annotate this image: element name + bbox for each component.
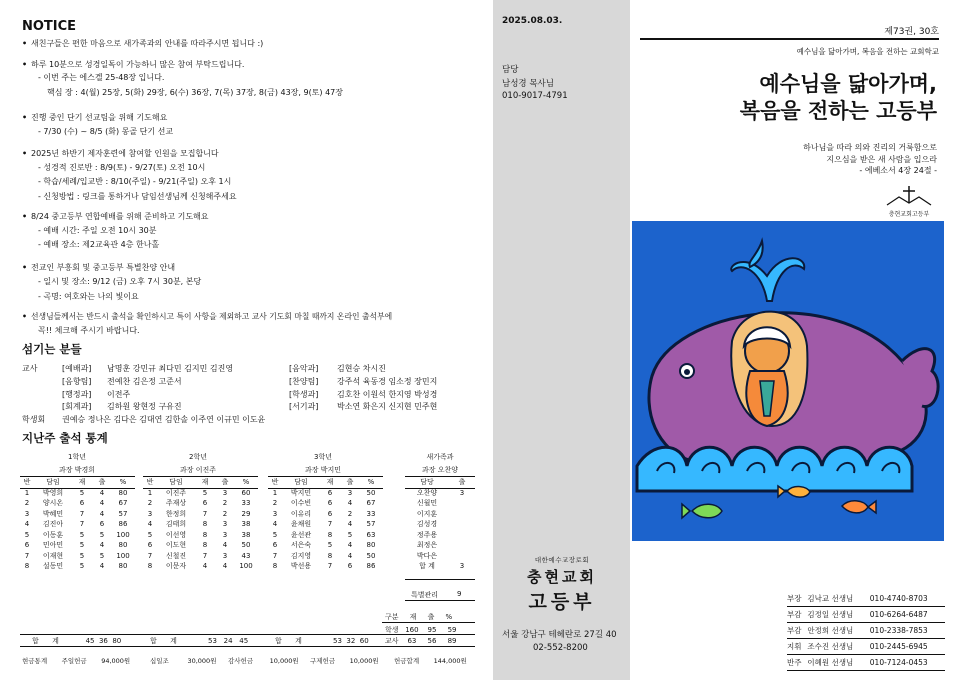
table-cell: 5: [79, 551, 85, 560]
notice-sub: - 성경적 진로반 : 8/9(토) - 9/27(토) 오전 10시: [38, 163, 206, 172]
table-cell: 4: [24, 520, 30, 528]
grade3-total: 합 계 53 32 60: [275, 637, 369, 645]
cover-panel: [630, 0, 959, 680]
table-cell: 한정희: [165, 509, 187, 518]
table-cell: 80: [118, 541, 128, 549]
table-row: [405, 488, 475, 499]
table-cell: 86: [366, 562, 376, 570]
summary-row-student: 학생 160 95 59: [385, 626, 457, 634]
table-cell: 6: [347, 562, 353, 570]
staff-names: 김호찬 이원석 한지영 박성경: [337, 390, 438, 399]
table-cell: 김성경: [416, 520, 438, 528]
offering-thanks: 감사헌금 10,000원: [228, 657, 299, 665]
staff-role: [찬양팀]: [289, 377, 319, 386]
table-cell: 이지훈: [416, 509, 438, 518]
table-cell: 신월민: [416, 499, 438, 507]
table-cell: 4: [347, 499, 353, 507]
notice-sub: - 이번 주는 에스겔 25-48장 입니다.: [38, 73, 165, 82]
divider: [405, 600, 475, 601]
table-cell: 7: [79, 520, 85, 528]
table-cell: 3: [272, 509, 278, 518]
table-cell: 이수빈: [290, 499, 312, 507]
table-cell: 3: [222, 530, 228, 539]
table-cell: 설동민: [42, 562, 64, 570]
grade1-lead: 과장 박경희: [58, 466, 96, 474]
table-cell: 2: [222, 509, 228, 518]
column-header: 재: [201, 478, 209, 486]
table-header-row: [143, 477, 257, 488]
table-row: [405, 498, 475, 509]
staff-names: 이전주: [107, 390, 131, 399]
table-cell: 2: [222, 499, 228, 507]
column-header: 담임: [46, 478, 60, 486]
notice-sub: - 일시 및 장소: 9/12 (금) 오후 7시 30분, 본당: [38, 277, 202, 286]
notice-sub: - 곡명: 여호와는 나의 빛이요: [38, 292, 139, 301]
table-cell: 7: [327, 562, 333, 570]
notice-sub: - 7/30 (수) ~ 8/5 (화) 몽골 단기 선교: [38, 127, 174, 136]
grade3-table: [268, 477, 382, 572]
notice-title: NOTICE: [22, 19, 77, 34]
grade1-total: 합 계 45 36 80: [32, 637, 122, 645]
table-cell: 80: [118, 488, 128, 497]
table-row: [405, 519, 475, 530]
table-cell: 38: [241, 530, 251, 539]
table-cell: [449, 540, 475, 551]
column-header: 출: [346, 478, 354, 486]
newfam-table: [405, 477, 475, 572]
table-cell: 이선영: [165, 530, 187, 539]
table-cell: 6: [327, 509, 333, 518]
table-cell: 정주용: [416, 530, 438, 539]
staff-names: 남명훈 강민규 최다민 김지민 김진영: [107, 364, 234, 373]
info-sidebar: [493, 0, 630, 680]
special-value: 9: [457, 590, 462, 598]
table-cell: 5: [79, 541, 85, 549]
notice-item: • 진행 중인 단기 선교팀을 위해 기도해요: [22, 113, 168, 122]
church-tel: 02-552-8200: [533, 643, 588, 653]
column-header: 출: [221, 478, 229, 486]
notice-item: • 8/24 중고등부 연합예배를 위해 준비하고 기도해요: [22, 212, 209, 221]
table-cell: 박지민: [290, 488, 312, 497]
grade3-lead: 과장 박지민: [304, 466, 342, 474]
church-seal-logo: 대한예수교장로회 충현교회 고등부: [527, 556, 597, 613]
table-cell: 4: [99, 541, 105, 549]
cross-logo: 충현교회고등부: [879, 185, 939, 215]
pastor-name: 남성경 목사님: [502, 79, 554, 89]
table-row: [268, 540, 382, 551]
bible-verse: 하나님을 따라 의와 진리의 거룩함으로 지으심을 받은 새 사람을 입으라 - 에베소서 4장 24절 -: [803, 143, 937, 175]
table-cell: 67: [118, 499, 128, 507]
table-cell: 33: [366, 509, 376, 518]
pastor-phone: 010-9017-4791: [502, 91, 568, 101]
table-cell: 김태희: [165, 520, 187, 528]
column-header: %: [119, 478, 127, 486]
table-cell: 이유리: [290, 509, 312, 518]
table-cell: 4: [222, 562, 228, 570]
column-header: 반: [271, 478, 279, 486]
grade2-lead: 과장 이진주: [179, 466, 217, 474]
table-cell: 8: [147, 562, 153, 570]
table-cell: 윤채원: [290, 520, 312, 528]
column-header: 출: [98, 478, 106, 486]
table-cell: 8: [327, 551, 333, 560]
table-cell: 2: [272, 499, 278, 507]
table-header-row: [405, 477, 475, 488]
staff-names: 전예찬 김은정 고준서: [107, 377, 182, 386]
pastor-label: 담당: [502, 65, 519, 75]
special-label: 특별관리: [411, 591, 439, 599]
staff-role: [서기과]: [289, 402, 319, 411]
grade2-rows: [143, 477, 257, 572]
table-row: [268, 498, 382, 509]
contact-row: 지휘 조수진 선생님 010-2445-6945: [787, 639, 945, 655]
notice-item: • 2025년 하반기 제자훈련에 참여할 인원을 모집합니다: [22, 149, 219, 158]
table-row: [20, 540, 134, 551]
grade2-table: [143, 477, 257, 572]
table-cell: 박혜민: [42, 509, 64, 518]
table-row: [20, 519, 134, 530]
table-cell: 주재상: [165, 499, 187, 507]
newfam-lead: 과장 오찬양: [421, 466, 459, 474]
table-cell: 2: [24, 499, 30, 507]
table-cell: 박선용: [290, 562, 312, 570]
table-row: [20, 561, 134, 572]
table-cell: 1: [24, 488, 30, 497]
table-cell: 57: [366, 520, 376, 528]
contact-row: 반주 이혜원 선생님 010-7124-0453: [787, 655, 945, 671]
notice-sub: 핵심 장 : 4(월) 25장, 5(화) 29장, 6(수) 36장, 7(목) 37장, 8(금) 43장, 9(토) 47장: [47, 88, 344, 97]
offering-stats: 현금통계 주일헌금 94,000원: [22, 657, 131, 665]
table-row: [405, 551, 475, 562]
table-cell: 57: [118, 509, 128, 518]
table-row: [268, 530, 382, 541]
grade1-table: [20, 477, 134, 572]
newfam-rows: [405, 477, 475, 572]
table-cell: 80: [366, 541, 376, 549]
table-cell: 5: [347, 530, 353, 539]
table-cell: 29: [241, 509, 251, 518]
attendance-title: 지난주 출석 통계: [22, 431, 108, 445]
table-cell: 이동훈: [42, 530, 64, 539]
table-cell: 5: [99, 551, 105, 560]
grade1-rows: [20, 477, 134, 572]
table-row: [268, 561, 382, 572]
staff-names: 김현승 차시진: [337, 364, 386, 373]
divider: [640, 38, 939, 40]
table-row: [143, 498, 257, 509]
table-row: [268, 519, 382, 530]
table-cell: 3: [222, 488, 228, 497]
table-cell: 4: [147, 520, 153, 528]
cross-icon: [879, 185, 939, 207]
table-cell: 7: [24, 551, 30, 560]
table-cell: 80: [118, 562, 128, 570]
table-cell: 이진주: [165, 488, 187, 497]
contact-row: 부감 안정희 선생님 010-2338-7853: [787, 623, 945, 639]
notice-item: • 선생님들께서는 반드시 출석을 확인하시고 특이 사항을 제외하고 교사 기도회 마칠 때까지 온라인 출석부에: [22, 312, 393, 321]
table-row: [143, 488, 257, 499]
total-label: 합 계: [419, 562, 435, 570]
table-total-row: [405, 561, 475, 572]
table-cell: 3: [459, 488, 465, 497]
table-cell: 김진아: [42, 520, 64, 528]
notice-sub: - 학습/세례/입교반 : 8/10(주일) - 9/21(주일) 오후 1시: [38, 177, 232, 186]
table-cell: 3: [347, 488, 353, 497]
table-cell: 최정은: [416, 541, 438, 549]
staff-role: [학생과]: [289, 390, 319, 399]
column-header: %: [367, 478, 375, 486]
table-cell: 6: [79, 499, 85, 507]
notice-sub: - 예배 시간: 주일 오전 10시 30분: [38, 226, 157, 235]
table-row: [143, 540, 257, 551]
staff-role: [음악과]: [289, 364, 319, 373]
summary-header: 구분 재 출 %: [385, 613, 453, 621]
notice-item: • 전교인 부흥회 및 중고등부 특별찬양 안내: [22, 263, 176, 272]
table-cell: 5: [99, 530, 105, 539]
table-cell: 3: [147, 509, 153, 518]
staff-role: [예배과]: [62, 364, 92, 373]
column-header: 담임: [169, 478, 183, 486]
table-cell: 8: [202, 520, 208, 528]
table-header-row: [20, 477, 134, 488]
table-cell: [449, 519, 475, 530]
table-cell: 6: [99, 520, 105, 528]
table-cell: 5: [24, 530, 30, 539]
table-row: [268, 551, 382, 562]
table-row: [268, 488, 382, 499]
table-cell: [449, 509, 475, 520]
notice-sub: - 신청방법 : 링크를 통하거나 담임선생님께 신청해주세요: [38, 192, 237, 201]
staff-names: 김하원 왕현정 구유진: [107, 402, 182, 411]
teacher-label: 교사: [22, 364, 38, 373]
column-header: 반: [146, 478, 154, 486]
table-cell: 4: [272, 520, 278, 528]
table-cell: 7: [79, 509, 85, 518]
column-header: 재: [78, 478, 86, 486]
table-cell: 8: [202, 530, 208, 539]
contact-row: 부장 김낙교 선생님 010-4740-8703: [787, 591, 945, 607]
table-cell: 8: [327, 530, 333, 539]
table-cell: 5: [79, 562, 85, 570]
table-cell: 100: [116, 530, 130, 539]
total-value: 3: [459, 562, 465, 570]
divider: [20, 646, 475, 647]
table-row: [405, 530, 475, 541]
table-cell: 박영희: [42, 488, 64, 497]
divider: [382, 622, 475, 623]
table-cell: 50: [366, 551, 376, 560]
table-cell: 윤선관: [290, 530, 312, 539]
student-names: 권예승 정나은 김다은 김대연 김한솔 이주연 이규민 이도윤: [62, 415, 266, 424]
table-cell: 4: [347, 551, 353, 560]
table-cell: 86: [118, 520, 128, 528]
table-cell: 33: [241, 499, 251, 507]
table-cell: 100: [116, 551, 130, 560]
table-cell: 4: [347, 541, 353, 549]
table-cell: 서은숙: [290, 541, 312, 549]
table-row: [268, 509, 382, 520]
table-cell: 2: [347, 509, 353, 518]
staff-title: 섬기는 분들: [22, 342, 82, 356]
table-cell: 신철진: [165, 551, 187, 560]
table-cell: 100: [239, 562, 253, 570]
table-cell: 6: [327, 499, 333, 507]
table-cell: 7: [147, 551, 153, 560]
table-cell: 6: [327, 488, 333, 497]
table-cell: 67: [366, 499, 376, 507]
notice-item: • 새친구들은 편한 마음으로 새가족과의 안내를 따라주시면 됩니다 :): [22, 39, 264, 48]
table-cell: 7: [202, 509, 208, 518]
table-row: [143, 519, 257, 530]
table-cell: 박다은: [416, 551, 438, 560]
table-cell: 63: [366, 530, 376, 539]
table-cell: 5: [202, 488, 208, 497]
table-cell: 4: [99, 509, 105, 518]
offering-total: 헌금합계 144,000원: [394, 657, 467, 665]
table-cell: 1: [272, 488, 278, 497]
table-cell: 4: [99, 488, 105, 497]
divider: [405, 579, 475, 580]
table-cell: 43: [241, 551, 251, 560]
notice-item: • 하루 10분으로 성경일독이 가능하니 많은 참여 부탁드립니다.: [22, 60, 245, 69]
table-cell: 5: [147, 530, 153, 539]
table-header-row: [268, 477, 382, 488]
newfam-name: 새가족과: [426, 453, 454, 461]
table-cell: 50: [241, 541, 251, 549]
table-cell: 3: [222, 520, 228, 528]
column-header: 재: [326, 478, 334, 486]
table-cell: 4: [99, 562, 105, 570]
table-cell: 6: [202, 499, 208, 507]
table-cell: 김지영: [290, 551, 312, 560]
table-cell: [449, 551, 475, 562]
table-cell: 5: [272, 530, 278, 539]
staff-role: [행정과]: [62, 390, 92, 399]
table-cell: 6: [24, 541, 30, 549]
table-cell: [449, 498, 475, 509]
column-header: 담당: [420, 478, 434, 486]
table-row: [143, 551, 257, 562]
table-cell: 오찬양: [416, 488, 438, 497]
table-row: [143, 530, 257, 541]
staff-role: [음향팀]: [62, 377, 92, 386]
column-header: %: [242, 478, 250, 486]
church-address: 서울 강남구 테헤란로 27길 40: [502, 630, 617, 640]
notice-sub: - 예배 장소: 제2교육관 4층 한나홀: [38, 240, 160, 249]
motto: 예수님을 닮아가며, 복음을 전하는 교회학교: [796, 47, 939, 56]
jonah-whale-illustration: [632, 221, 944, 541]
table-row: [20, 498, 134, 509]
table-cell: 이재현: [42, 551, 64, 560]
column-header: 담임: [294, 478, 308, 486]
table-cell: 3: [222, 551, 228, 560]
table-cell: 5: [327, 541, 333, 549]
divider: [20, 634, 475, 635]
table-cell: 이도현: [165, 541, 187, 549]
grade3-name: 3학년: [314, 453, 332, 461]
table-cell: 60: [241, 488, 251, 497]
grade2-name: 2학년: [189, 453, 207, 461]
table-cell: 6: [147, 541, 153, 549]
table-row: [20, 488, 134, 499]
volume-number: 제73권, 30호: [884, 27, 939, 37]
table-cell: 1: [147, 488, 153, 497]
table-cell: 5: [79, 488, 85, 497]
table-cell: 민아민: [42, 541, 64, 549]
cover-title: 예수님을 닮아가며, 복음을 전하는 고등부: [739, 72, 937, 123]
table-cell: 4: [222, 541, 228, 549]
table-row: [143, 561, 257, 572]
staff-names: 박소연 화은지 신지현 민주현: [337, 402, 438, 411]
grade1-name: 1학년: [68, 453, 86, 461]
table-cell: 7: [327, 520, 333, 528]
summary-row-teacher: 교사 63 56 89: [385, 637, 457, 645]
table-cell: 양시온: [42, 499, 64, 507]
offering-tithe: 십일조 30,000원: [150, 657, 217, 665]
student-label: 학생회: [22, 415, 46, 424]
table-row: [405, 509, 475, 520]
table-cell: 5: [79, 530, 85, 539]
table-cell: 38: [241, 520, 251, 528]
contact-row: 부감 김정일 선생님 010-6264-6487: [787, 607, 945, 623]
table-cell: 4: [347, 520, 353, 528]
table-row: [20, 530, 134, 541]
grade3-rows: [268, 477, 382, 572]
table-cell: 7: [272, 551, 278, 560]
table-row: [20, 509, 134, 520]
column-header: 출: [458, 478, 466, 486]
table-cell: 50: [366, 488, 376, 497]
table-cell: 6: [272, 541, 278, 549]
table-cell: 3: [24, 509, 30, 518]
table-cell: 8: [24, 562, 30, 570]
staff-role: [회계과]: [62, 402, 92, 411]
table-cell: 2: [147, 499, 153, 507]
staff-names: 강주석 육동경 임소정 장민지: [337, 377, 438, 386]
table-cell: 이문자: [165, 562, 187, 570]
bulletin-date: 2025.08.03.: [502, 16, 563, 26]
offering-relief: 구제헌금 10,000원: [310, 657, 379, 665]
table-cell: 8: [272, 562, 278, 570]
column-header: 반: [23, 478, 31, 486]
notice-sub: 꼭!! 체크해 주시기 바랍니다.: [38, 326, 140, 335]
table-cell: [449, 530, 475, 541]
table-row: [405, 540, 475, 551]
table-row: [20, 551, 134, 562]
table-cell: 4: [202, 562, 208, 570]
table-cell: 7: [202, 551, 208, 560]
table-cell: 4: [99, 499, 105, 507]
whale-icon: [632, 221, 944, 541]
table-row: [143, 509, 257, 520]
table-cell: 8: [202, 541, 208, 549]
grade2-total: 합 계 53 24 45: [150, 637, 249, 645]
